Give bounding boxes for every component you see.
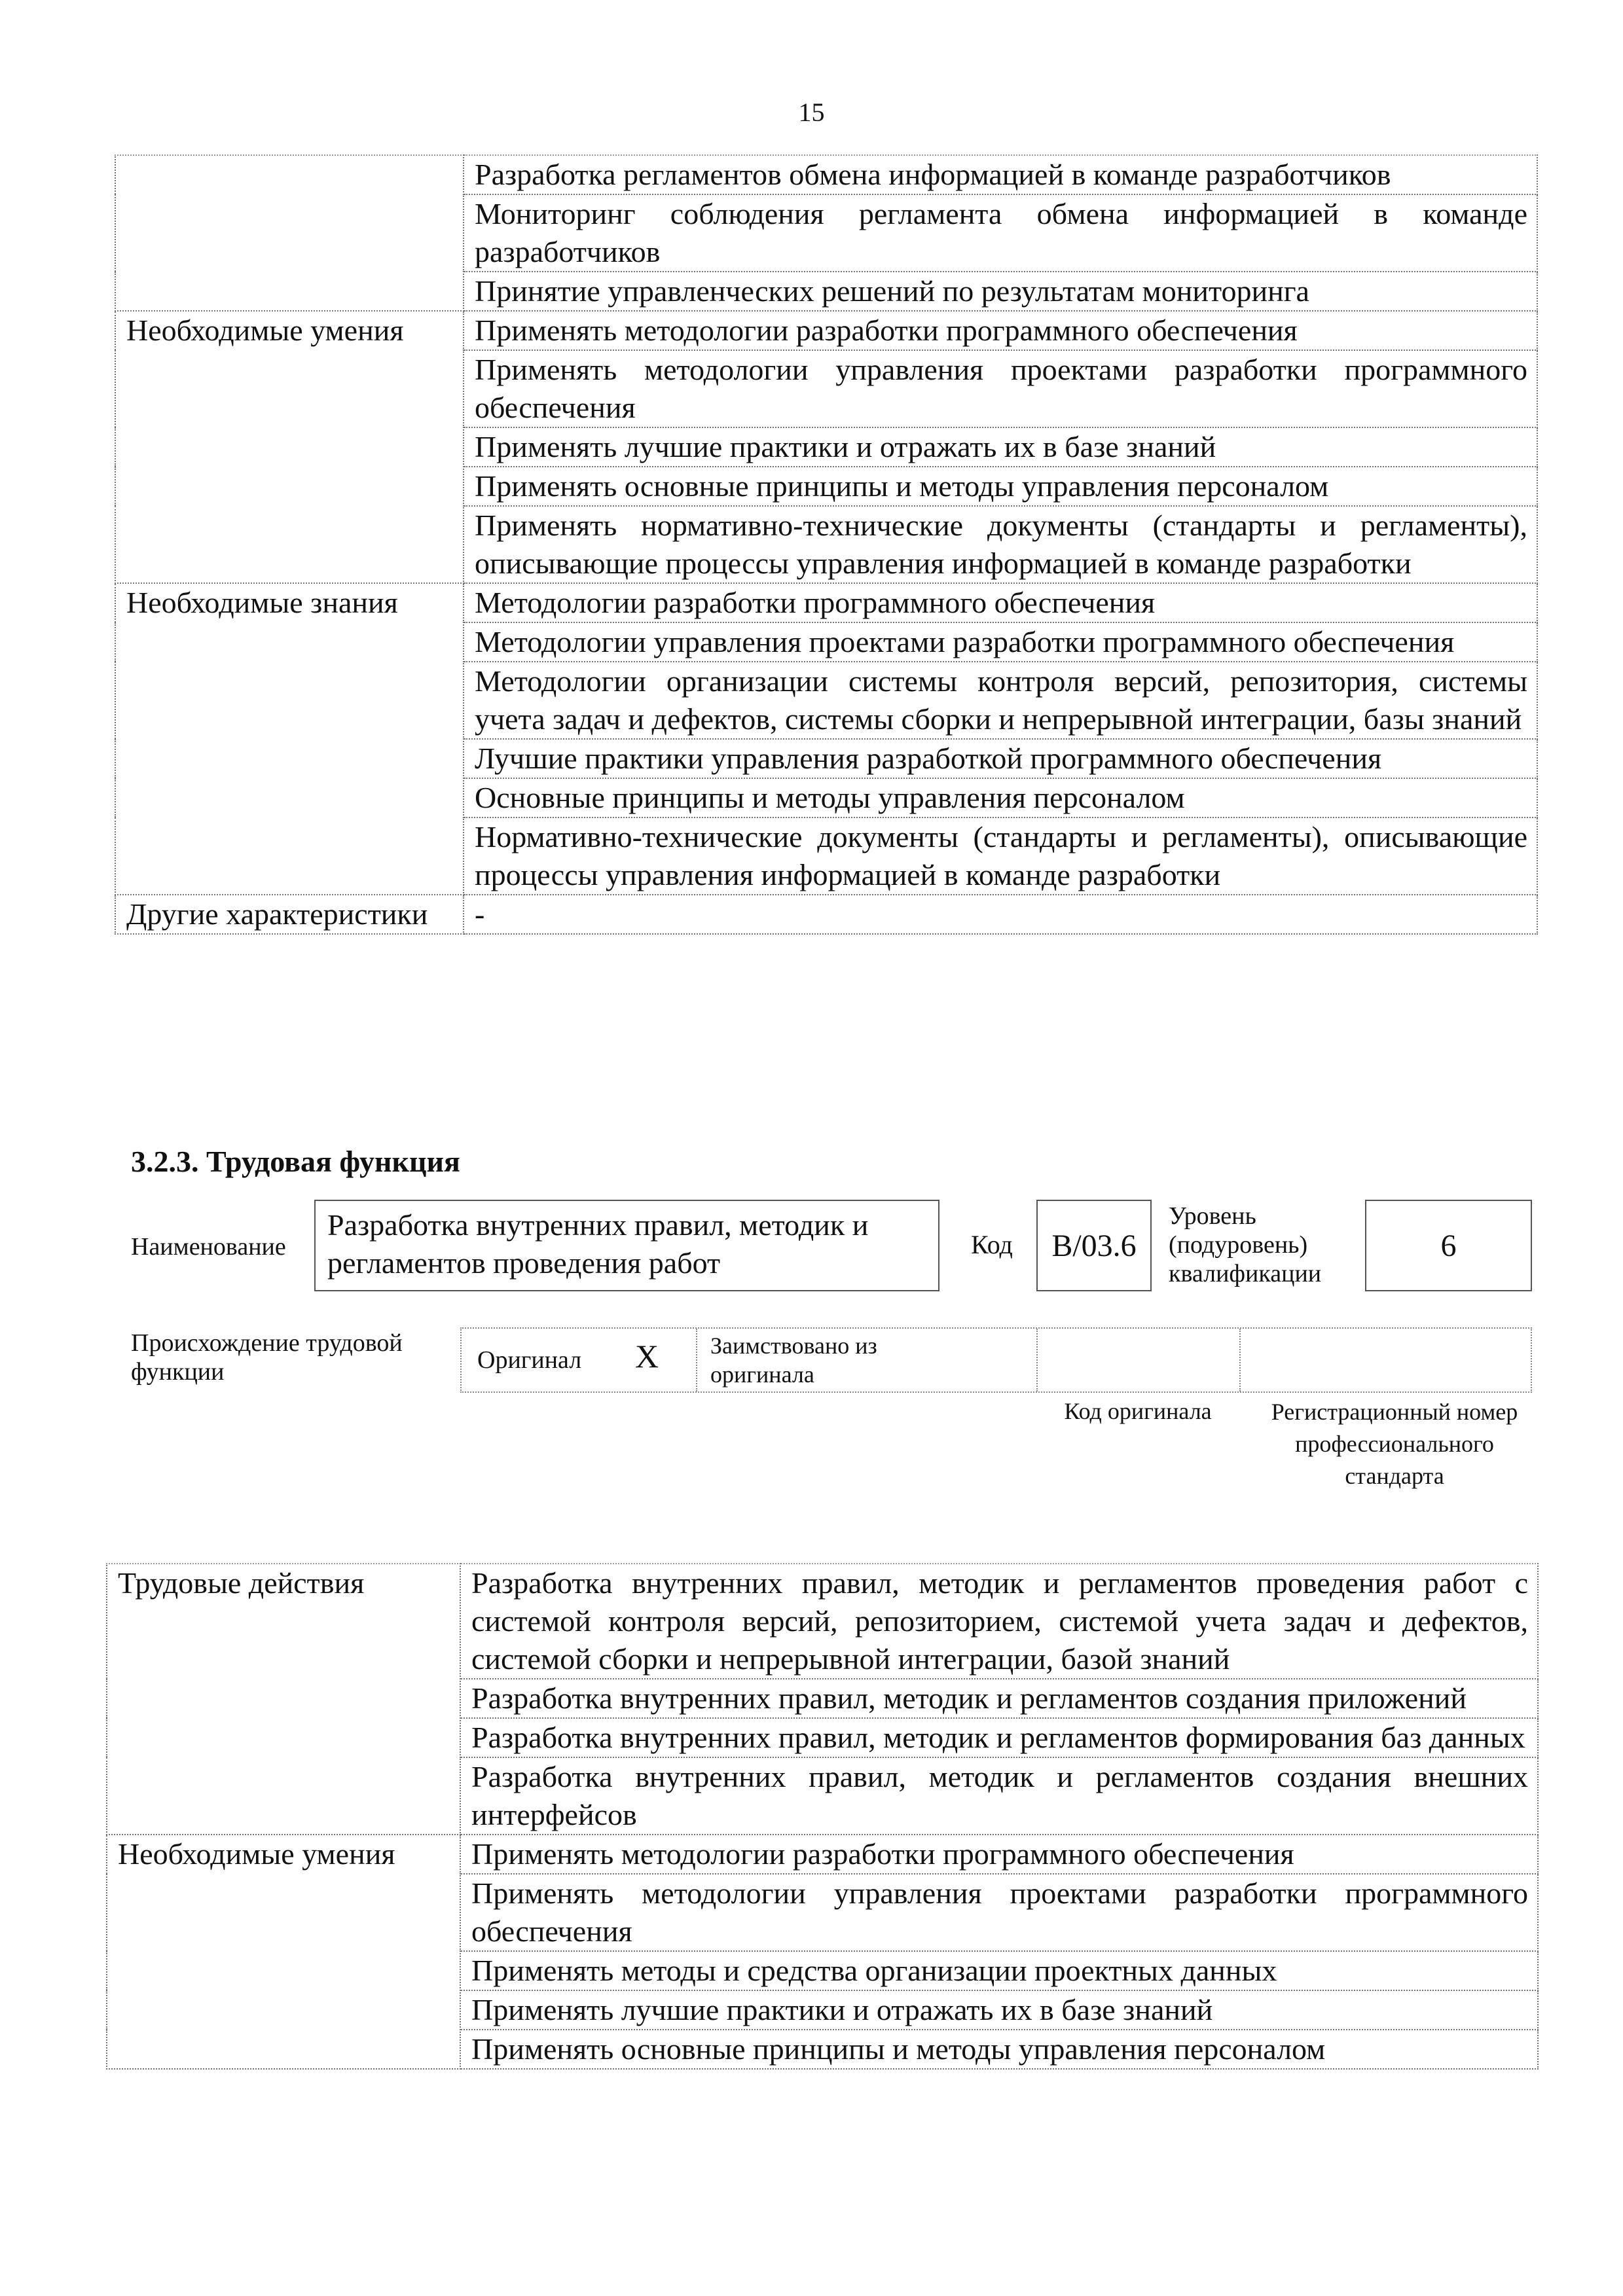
table-row <box>107 1564 1538 1679</box>
origin-label: Происхождение трудовой функции <box>131 1329 403 1386</box>
origin-row <box>460 1327 1532 1393</box>
row-item: Разработка внутренних правил, методик и регламентов проведения работ с системой контроля версий, репозиторием, системой учета задач и дефектов, системой сборки и непрерывной интеграции, базой знаний <box>460 1564 1538 1679</box>
row-item: Лучшие практики управления разработкой программного обеспечения <box>464 739 1537 778</box>
code-original-label: Код оригинала <box>1064 1398 1212 1424</box>
original-mark: X <box>635 1338 659 1374</box>
row-item: Применять методологии разработки программного обеспечения <box>464 311 1537 350</box>
row-item: Применять лучшие практики и отражать их в базе знаний <box>464 427 1537 467</box>
row-item: Применять основные принципы и методы управления персоналом <box>464 467 1537 506</box>
row-item: Принятие управленческих решений по результатам мониторинга <box>464 272 1537 311</box>
row-item: Разработка регламентов обмена информацией в команде разработчиков <box>464 155 1537 194</box>
competency-table-2 <box>106 1563 1539 2070</box>
original-cell <box>462 1329 697 1391</box>
row-item: Разработка внутренних правил, методик и регламентов создания внешних интерфейсов <box>460 1757 1538 1835</box>
table-row <box>115 583 1537 622</box>
row-item: Основные принципы и методы управления персоналом <box>464 778 1537 817</box>
borrowed-cell <box>697 1329 1038 1391</box>
row-label: Другие характеристики <box>115 895 464 934</box>
row-label: Трудовые действия <box>107 1564 460 1835</box>
row-item: Применять методы и средства организации проектных данных <box>460 1951 1538 1990</box>
row-label: Необходимые умения <box>107 1835 460 2069</box>
name-label: Наименование <box>131 1233 286 1261</box>
section-title: 3.2.3. Трудовая функция <box>131 1145 460 1178</box>
page-number: 15 <box>798 98 825 127</box>
level-field: 6 <box>1365 1200 1532 1291</box>
borrowed-label: Заимствовано из оригинала <box>710 1333 877 1388</box>
row-label: Необходимые умения <box>115 311 464 583</box>
reg-number-label: Регистрационный номер профессионального стандарта <box>1271 1399 1518 1489</box>
code-label: Код <box>971 1230 1013 1259</box>
original-label: Оригинал <box>477 1346 582 1374</box>
table-row <box>115 895 1537 934</box>
row-item: Применять лучшие практики и отражать их в базе знаний <box>460 1990 1538 2030</box>
row-item: Разработка внутренних правил, методик и регламентов создания приложений <box>460 1679 1538 1718</box>
row-item: Применять основные принципы и методы управления персоналом <box>460 2030 1538 2069</box>
table-row <box>115 311 1537 350</box>
row-item: Применять методологии разработки программного обеспечения <box>460 1835 1538 1874</box>
table-row <box>115 155 1537 194</box>
row-item: Мониторинг соблюдения регламента обмена информацией в команде разработчиков <box>464 194 1537 272</box>
row-item: Применять методологии управления проектами разработки программного обеспечения <box>460 1874 1538 1951</box>
row-item: Методологии управления проектами разработки программного обеспечения <box>464 622 1537 662</box>
reg-number-cell <box>1241 1329 1531 1391</box>
competency-table-1 <box>115 154 1538 935</box>
row-item: Нормативно-технические документы (стандарты и регламенты), описывающие процессы управления информацией в команде разработки <box>464 817 1537 895</box>
row-item: Применять нормативно-технические документы (стандарты и регламенты), описывающие процессы управления информацией в команде разработки <box>464 506 1537 583</box>
row-item: Применять методологии управления проектами разработки программного обеспечения <box>464 350 1537 427</box>
row-label <box>115 155 464 311</box>
function-code-field: B/03.6 <box>1036 1200 1152 1291</box>
table-row <box>107 1835 1538 1874</box>
original-code-cell <box>1038 1329 1241 1391</box>
row-item: - <box>464 895 1537 934</box>
row-item: Разработка внутренних правил, методик и регламентов формирования баз данных <box>460 1718 1538 1757</box>
level-label: Уровень (подуровень) квалификации <box>1169 1202 1322 1287</box>
row-label: Необходимые знания <box>115 583 464 895</box>
row-item: Методологии разработки программного обеспечения <box>464 583 1537 622</box>
function-name-field: Разработка внутренних правил, методик и регламентов проведения работ <box>314 1200 939 1291</box>
row-item: Методологии организации системы контроля версий, репозитория, системы учета задач и дефектов, системы сборки и непрерывной интеграции, базы знаний <box>464 662 1537 739</box>
